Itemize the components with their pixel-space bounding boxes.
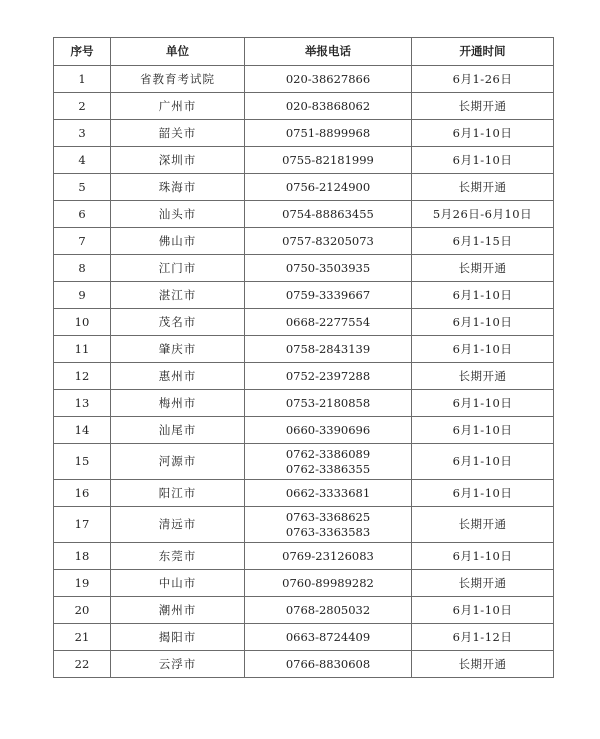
row-phone xyxy=(245,201,412,228)
table-row xyxy=(54,282,554,309)
row-unit: 湛江市 xyxy=(111,282,245,309)
row-time: 长期开通 xyxy=(412,507,554,543)
row-phone xyxy=(245,543,412,570)
row-phone xyxy=(245,93,412,120)
table-row xyxy=(54,255,554,282)
row-unit: 茂名市 xyxy=(111,309,245,336)
phone-number: 0660-3390696 xyxy=(285,422,371,437)
phone-number: 0762-3386089 xyxy=(285,446,371,461)
phone-number: 0663-8724409 xyxy=(285,629,371,644)
phone-number: 0766-8830608 xyxy=(285,656,371,671)
phone-number: 0662-3333681 xyxy=(285,485,371,500)
row-num: 12 xyxy=(54,363,111,390)
row-unit: 珠海市 xyxy=(111,174,245,201)
row-num: 2 xyxy=(54,93,111,120)
row-phone xyxy=(245,417,412,444)
phone-number: 0760-89989282 xyxy=(282,575,374,590)
row-num: 10 xyxy=(54,309,111,336)
table-row xyxy=(54,147,554,174)
row-unit: 深圳市 xyxy=(111,147,245,174)
table-row xyxy=(54,651,554,678)
row-phone xyxy=(245,390,412,417)
phone-number: 0751-8899968 xyxy=(285,125,371,140)
row-time: 6月1-15日 xyxy=(412,228,554,255)
table-row xyxy=(54,93,554,120)
row-phone xyxy=(245,480,412,507)
phone-number: 0762-3386355 xyxy=(285,461,371,476)
row-unit: 省教育考试院 xyxy=(111,66,245,93)
row-time: 6月1-10日 xyxy=(412,480,554,507)
row-num: 14 xyxy=(54,417,111,444)
row-phone xyxy=(245,444,412,480)
table-row xyxy=(54,597,554,624)
row-num: 9 xyxy=(54,282,111,309)
row-time: 6月1-26日 xyxy=(412,66,554,93)
table-row xyxy=(54,444,554,480)
row-phone xyxy=(245,597,412,624)
row-phone xyxy=(245,120,412,147)
header-num: 序号 xyxy=(54,38,111,66)
row-time: 6月1-10日 xyxy=(412,309,554,336)
row-time: 6月1-10日 xyxy=(412,543,554,570)
table-row xyxy=(54,120,554,147)
row-phone xyxy=(245,336,412,363)
row-unit: 揭阳市 xyxy=(111,624,245,651)
phone-number: 0753-2180858 xyxy=(285,395,371,410)
row-phone xyxy=(245,174,412,201)
row-time: 长期开通 xyxy=(412,570,554,597)
row-unit: 梅州市 xyxy=(111,390,245,417)
row-num: 21 xyxy=(54,624,111,651)
row-time: 长期开通 xyxy=(412,363,554,390)
row-unit: 肇庆市 xyxy=(111,336,245,363)
row-num: 13 xyxy=(54,390,111,417)
phone-number: 0758-2843139 xyxy=(285,341,371,356)
row-num: 5 xyxy=(54,174,111,201)
row-unit: 汕尾市 xyxy=(111,417,245,444)
table-row xyxy=(54,570,554,597)
table-body xyxy=(54,66,554,678)
row-unit: 惠州市 xyxy=(111,363,245,390)
table-row xyxy=(54,480,554,507)
row-time: 长期开通 xyxy=(412,93,554,120)
phone-number: 020-83868062 xyxy=(285,98,371,113)
phone-number: 0768-2805032 xyxy=(285,602,371,617)
table-row xyxy=(54,507,554,543)
phone-number: 0763-3368625 xyxy=(285,509,371,524)
row-num: 22 xyxy=(54,651,111,678)
table-row xyxy=(54,66,554,93)
row-time: 长期开通 xyxy=(412,255,554,282)
row-phone xyxy=(245,507,412,543)
row-unit: 云浮市 xyxy=(111,651,245,678)
row-num: 17 xyxy=(54,507,111,543)
phone-number: 0769-23126083 xyxy=(282,548,374,563)
row-unit: 佛山市 xyxy=(111,228,245,255)
hotline-table xyxy=(53,37,554,678)
phone-number: 0754-88863455 xyxy=(282,206,374,221)
row-time: 6月1-10日 xyxy=(412,390,554,417)
table-row xyxy=(54,201,554,228)
row-time: 5月26日-6月10日 xyxy=(412,201,554,228)
header-unit: 单位 xyxy=(111,38,245,66)
phone-number: 0763-3363583 xyxy=(285,524,371,539)
row-phone xyxy=(245,624,412,651)
row-time: 6月1-10日 xyxy=(412,147,554,174)
row-unit: 清远市 xyxy=(111,507,245,543)
row-unit: 韶关市 xyxy=(111,120,245,147)
row-phone xyxy=(245,66,412,93)
row-num: 15 xyxy=(54,444,111,480)
phone-number: 0757-83205073 xyxy=(282,233,374,248)
row-time: 6月1-10日 xyxy=(412,336,554,363)
table-row xyxy=(54,363,554,390)
header-row xyxy=(54,38,554,66)
header-time: 开通时间 xyxy=(412,38,554,66)
row-unit: 潮州市 xyxy=(111,597,245,624)
header-phone: 举报电话 xyxy=(245,38,412,66)
table-row xyxy=(54,624,554,651)
row-phone xyxy=(245,363,412,390)
table-row xyxy=(54,336,554,363)
row-num: 7 xyxy=(54,228,111,255)
table-row xyxy=(54,543,554,570)
phone-number: 020-38627866 xyxy=(285,71,371,86)
row-unit: 汕头市 xyxy=(111,201,245,228)
row-unit: 阳江市 xyxy=(111,480,245,507)
row-time: 6月1-10日 xyxy=(412,282,554,309)
row-time: 6月1-10日 xyxy=(412,417,554,444)
phone-number: 0756-2124900 xyxy=(285,179,371,194)
row-phone xyxy=(245,282,412,309)
table-row xyxy=(54,174,554,201)
row-unit: 中山市 xyxy=(111,570,245,597)
row-num: 1 xyxy=(54,66,111,93)
phone-number: 0752-2397288 xyxy=(285,368,371,383)
row-phone xyxy=(245,228,412,255)
row-num: 16 xyxy=(54,480,111,507)
row-phone xyxy=(245,147,412,174)
row-phone xyxy=(245,570,412,597)
row-phone xyxy=(245,309,412,336)
row-unit: 江门市 xyxy=(111,255,245,282)
row-time: 6月1-10日 xyxy=(412,120,554,147)
row-num: 18 xyxy=(54,543,111,570)
row-time: 6月1-10日 xyxy=(412,597,554,624)
row-unit: 河源市 xyxy=(111,444,245,480)
row-time: 长期开通 xyxy=(412,651,554,678)
row-unit: 东莞市 xyxy=(111,543,245,570)
row-time: 6月1-10日 xyxy=(412,444,554,480)
row-num: 11 xyxy=(54,336,111,363)
row-phone xyxy=(245,255,412,282)
row-num: 19 xyxy=(54,570,111,597)
phone-number: 0750-3503935 xyxy=(285,260,371,275)
row-num: 3 xyxy=(54,120,111,147)
row-num: 8 xyxy=(54,255,111,282)
row-num: 6 xyxy=(54,201,111,228)
phone-number: 0759-3339667 xyxy=(285,287,371,302)
row-time: 长期开通 xyxy=(412,174,554,201)
phone-number: 0755-82181999 xyxy=(282,152,374,167)
table-row xyxy=(54,390,554,417)
table-row xyxy=(54,228,554,255)
row-unit: 广州市 xyxy=(111,93,245,120)
row-num: 4 xyxy=(54,147,111,174)
row-phone xyxy=(245,651,412,678)
phone-number: 0668-2277554 xyxy=(285,314,371,329)
row-num: 20 xyxy=(54,597,111,624)
row-time: 6月1-12日 xyxy=(412,624,554,651)
table-row xyxy=(54,417,554,444)
table-row xyxy=(54,309,554,336)
